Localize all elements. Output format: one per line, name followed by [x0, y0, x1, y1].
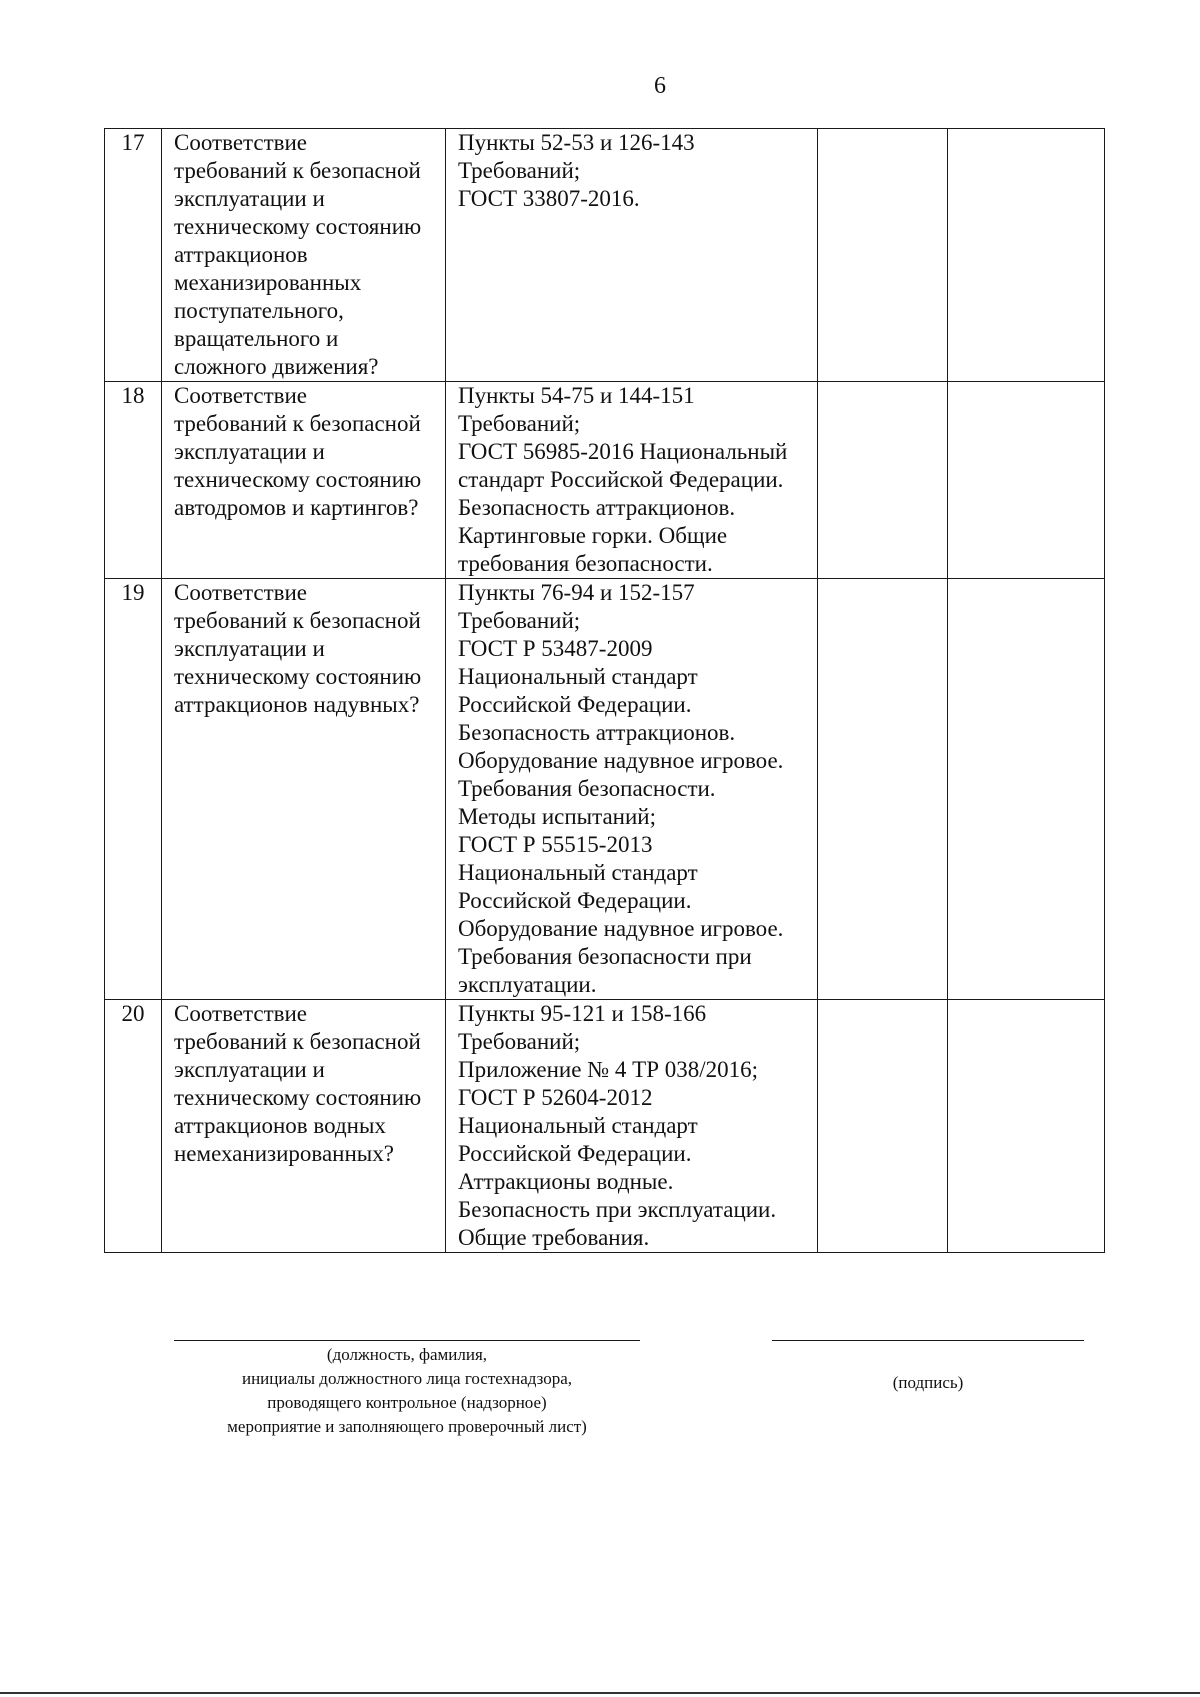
reference-text-line: Российской Федерации.	[458, 888, 692, 913]
official-caption-line: (должность, фамилия,	[326, 1345, 488, 1364]
table-row	[105, 129, 1105, 382]
row-number: 18	[105, 382, 162, 579]
question-text-line: эксплуатации и	[174, 439, 325, 464]
reference-text-line: Пункты 52-53 и 126-143	[458, 130, 695, 155]
reference-text-line: Требований;	[458, 1029, 581, 1054]
question-text-line: аттракционов водных	[174, 1113, 386, 1138]
reference-text-line: Безопасность аттракционов.	[458, 495, 736, 520]
reference-text-line: Национальный стандарт	[458, 860, 698, 885]
reference-text-line: Требования безопасности.	[458, 776, 716, 801]
official-caption-line: проводящего контрольное (надзорное)	[267, 1393, 547, 1412]
question-text-line: техническому состоянию	[174, 1085, 422, 1110]
reference-text-line: Российской Федерации.	[458, 692, 692, 717]
question-cell	[162, 1000, 446, 1253]
question-cell	[162, 382, 446, 579]
answer-cell[interactable]	[818, 1000, 948, 1253]
question-cell	[162, 579, 446, 1000]
answer-cell[interactable]	[818, 579, 948, 1000]
question-text-line: Соответствие	[174, 383, 307, 408]
question-text-line: немеханизированных?	[174, 1141, 394, 1166]
reference-text-line: Оборудование надувное игровое.	[458, 916, 784, 941]
row-number: 19	[105, 579, 162, 1000]
official-signature-block	[174, 1340, 640, 1439]
requirement-reference-cell	[446, 382, 818, 579]
question-cell	[162, 129, 446, 382]
reference-text-line: ГОСТ Р 53487-2009	[458, 636, 653, 661]
reference-text-line: эксплуатации.	[458, 972, 597, 997]
question-text-line: аттракционов	[174, 242, 308, 267]
answer-cell[interactable]	[818, 382, 948, 579]
reference-text-line: Национальный стандарт	[458, 1113, 698, 1138]
reference-text-line: требования безопасности.	[458, 551, 713, 576]
question-text-line: аттракционов надувных?	[174, 692, 420, 717]
checklist-table	[104, 128, 1105, 1253]
table-row	[105, 1000, 1105, 1253]
question-text-line: Соответствие	[174, 130, 307, 155]
reference-text-line: Требований;	[458, 158, 581, 183]
note-cell[interactable]	[948, 579, 1105, 1000]
note-cell[interactable]	[948, 1000, 1105, 1253]
reference-text-line: ГОСТ 56985-2016 Национальный	[458, 439, 788, 464]
reference-text-line: Пункты 54-75 и 144-151	[458, 383, 695, 408]
question-text-line: эксплуатации и	[174, 1057, 325, 1082]
reference-text-line: Аттракционы водные.	[458, 1169, 674, 1194]
reference-text-line: Национальный стандарт	[458, 664, 698, 689]
signature-line[interactable]	[772, 1340, 1084, 1341]
note-cell[interactable]	[948, 382, 1105, 579]
question-text-line: требований к безопасной	[174, 1029, 421, 1054]
question-text-line: техническому состоянию	[174, 664, 422, 689]
question-text-line: требований к безопасной	[174, 411, 421, 436]
page-number: 6	[654, 73, 666, 99]
reference-text-line: ГОСТ 33807-2016.	[458, 186, 640, 211]
reference-text-line: Безопасность при эксплуатации.	[458, 1197, 777, 1222]
table-body	[105, 129, 1105, 1253]
reference-text-line: Требований;	[458, 411, 581, 436]
requirement-reference-cell	[446, 579, 818, 1000]
reference-text-line: Приложение № 4 ТР 038/2016;	[458, 1057, 759, 1082]
question-text-line: Соответствие	[174, 1001, 307, 1026]
question-text-line: требований к безопасной	[174, 608, 421, 633]
requirement-reference-cell	[446, 129, 818, 382]
answer-cell[interactable]	[818, 129, 948, 382]
question-text-line: техническому состоянию	[174, 214, 422, 239]
reference-text-line: Пункты 76-94 и 152-157	[458, 580, 695, 605]
reference-text-line: Оборудование надувное игровое.	[458, 748, 784, 773]
question-text-line: вращательного и	[174, 326, 339, 351]
reference-text-line: Методы испытаний;	[458, 804, 656, 829]
question-text-line: сложного движения?	[174, 354, 379, 379]
question-text-line: эксплуатации и	[174, 186, 325, 211]
table-row	[105, 382, 1105, 579]
reference-text-line: Картинговые горки. Общие	[458, 523, 728, 548]
reference-text-line: Российской Федерации.	[458, 1141, 692, 1166]
reference-text-line: Требований;	[458, 608, 581, 633]
question-text-line: эксплуатации и	[174, 636, 325, 661]
question-text-line: механизированных	[174, 270, 362, 295]
official-caption-line: инициалы должностного лица гостехнадзора,	[241, 1369, 573, 1388]
reference-text-line: стандарт Российской Федерации.	[458, 467, 784, 492]
page-bottom-border	[0, 1692, 1200, 1694]
question-text-line: автодромов и картингов?	[174, 495, 419, 520]
reference-text-line: Безопасность аттракционов.	[458, 720, 736, 745]
official-name-line[interactable]	[174, 1340, 640, 1341]
table-row	[105, 579, 1105, 1000]
row-number: 17	[105, 129, 162, 382]
official-caption-line: мероприятие и заполняющего проверочный лист)	[227, 1417, 587, 1436]
row-number: 20	[105, 1000, 162, 1253]
question-text-line: требований к безопасной	[174, 158, 421, 183]
question-text-line: техническому состоянию	[174, 467, 422, 492]
reference-text-line: ГОСТ Р 55515-2013	[458, 832, 653, 857]
question-text-line: поступательного,	[174, 298, 344, 323]
reference-text-line: Общие требования.	[458, 1225, 650, 1250]
requirement-reference-cell	[446, 1000, 818, 1253]
signature-block	[772, 1340, 1084, 1395]
signature-caption: (подпись)	[892, 1373, 964, 1392]
official-caption	[174, 1343, 640, 1439]
reference-text-line: Требования безопасности при	[458, 944, 752, 969]
reference-text-line: Пункты 95-121 и 158-166	[458, 1001, 707, 1026]
note-cell[interactable]	[948, 129, 1105, 382]
question-text-line: Соответствие	[174, 580, 307, 605]
reference-text-line: ГОСТ Р 52604-2012	[458, 1085, 653, 1110]
